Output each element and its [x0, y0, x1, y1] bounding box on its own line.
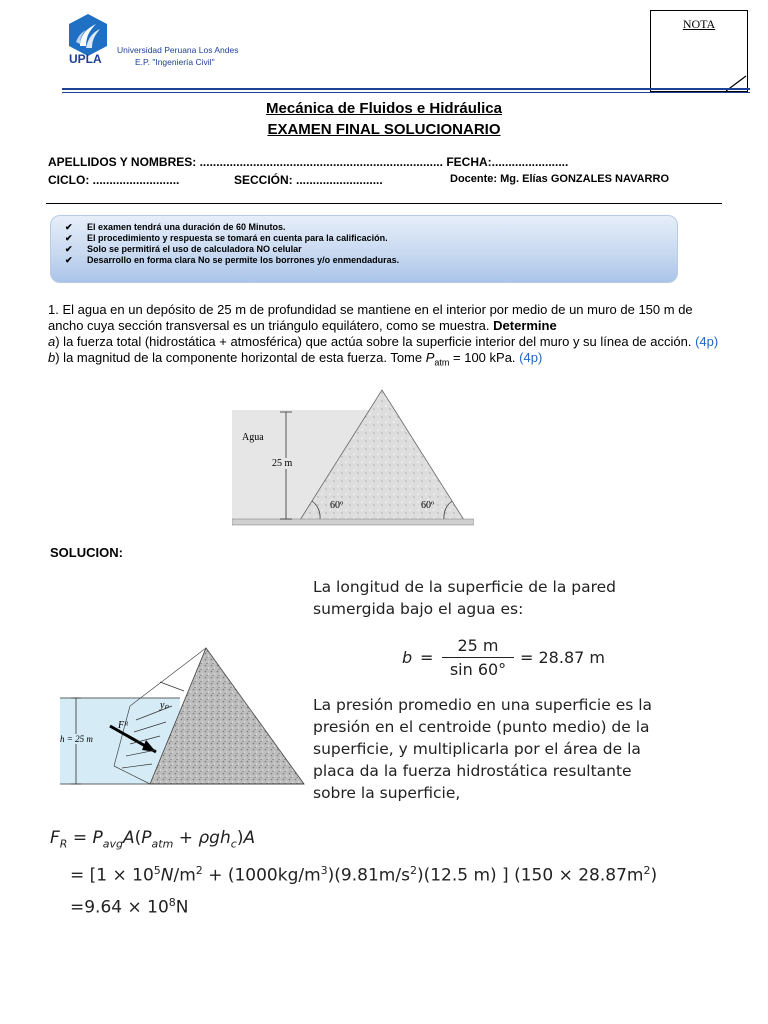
- date-label: FECHA:: [446, 155, 492, 169]
- instruction-text: El procedimiento y respuesta se tomará en cuenta para la calificación.: [87, 233, 388, 243]
- patm-symbol: P: [425, 350, 435, 365]
- instruction-item: [65, 222, 677, 233]
- fraction-denominator: sin 60°: [449, 660, 507, 679]
- part-a-letter: a: [48, 334, 56, 349]
- checkmark-icon: ✔: [65, 255, 73, 265]
- instruction-item: [65, 244, 677, 255]
- course-title: Mecánica de Fluidos e Hidráulica: [266, 100, 502, 117]
- angle-left-label: 60º: [330, 500, 344, 511]
- names-label: APELLIDOS Y NOMBRES:: [48, 155, 197, 169]
- checkmark-icon: ✔: [65, 244, 73, 254]
- logo-abbreviation: UPLA: [69, 52, 102, 66]
- question-part-b: [48, 350, 728, 371]
- section-label: SECCIÓN:: [234, 173, 293, 187]
- part-a-text: ) la fuerza total (hidrostática + atmosférica) que actúa sobre la superficie interior del muro y su línea de acción.: [55, 334, 692, 349]
- university-name: Universidad Peruana Los Andes: [117, 45, 239, 55]
- cycle-field: [48, 173, 179, 187]
- solution-paragraph-2-line-5: sobre la superficie,: [313, 784, 461, 802]
- checkmark-icon: ✔: [65, 233, 73, 243]
- solution-paragraph-2: [313, 694, 683, 804]
- header-divider: [62, 88, 750, 90]
- length-equation: [400, 636, 660, 680]
- part-b-text-2: = 100 kPa.: [449, 350, 516, 365]
- problem-figure: [232, 388, 474, 528]
- question-intro-text: 1. El agua en un depósito de 25 m de profundidad se mantiene en el interior por medio de un muro de 150 m de ancho cuya sección transversal es un triángulo equilátero, como se muestra.: [48, 302, 693, 333]
- exam-title: EXAMEN FINAL SOLUCIONARIO: [267, 121, 501, 138]
- solution-paragraph-1-line-1: La longitud de la superficie de la pared: [313, 578, 616, 596]
- section-field: [234, 173, 383, 187]
- force-figure: [60, 646, 308, 786]
- instruction-text: Desarrollo en forma clara No se permite los borrones y/o enmendaduras.: [87, 255, 400, 265]
- cycle-blank: ..........................: [92, 173, 180, 187]
- fr-label: Fᴿ: [118, 720, 129, 731]
- solution-paragraph-1-line-2: sumergida bajo el agua es:: [313, 600, 524, 618]
- teacher-label: Docente: Mg. Elías GONZALES NAVARRO: [450, 173, 670, 185]
- formula-line-1: $F_R = P_{avg}A(P_{atm} + \rho gh_c)A$: [50, 828, 256, 851]
- water-label: Agua: [242, 432, 264, 443]
- solution-paragraph-2-line-1: La presión promedio en una superficie es la: [313, 696, 653, 714]
- cycle-label: CICLO:: [48, 173, 90, 187]
- length-result: = 28.87 m: [520, 648, 605, 667]
- school-name: E.P. "Ingeniería Civil": [135, 57, 215, 67]
- header-divider-2: [62, 92, 750, 93]
- checkmark-icon: ✔: [65, 222, 73, 232]
- b-variable: b: [402, 648, 413, 667]
- formula-line-3: $=9.64 \times 10^8N$: [70, 891, 657, 920]
- depth-label-2: h = 25 m: [60, 734, 93, 744]
- formula-line-2-data: [70, 856, 71, 857]
- solution-paragraph-1: [313, 576, 683, 620]
- instruction-text: El examen tendrá una duración de 60 Minutos.: [87, 222, 286, 232]
- section-blank: ..........................: [296, 173, 383, 187]
- solution-heading: SOLUCION:: [50, 545, 123, 560]
- determine-keyword: Determine: [493, 318, 557, 333]
- instruction-item: [65, 255, 677, 266]
- part-b-points: (4p): [519, 350, 543, 365]
- instructions-list: [51, 216, 677, 266]
- part-b-letter: b: [48, 350, 56, 365]
- dam-diagram: [232, 388, 474, 528]
- question-intro: [48, 302, 728, 334]
- fraction-bar: [442, 657, 514, 658]
- question-part-a: [48, 334, 728, 350]
- part-a-points: (4p): [695, 334, 719, 349]
- force-diagram: [60, 646, 308, 786]
- depth-label: 25 m: [272, 458, 293, 469]
- instruction-text: Solo se permitirá el uso de calculadora NO celular: [87, 244, 302, 254]
- formula-line-2: = [$1 \times 10^5N/m^2 + (1000kg/m^3)(9.81m/s^2)(12.5$ m) ] $(150 \times 28.87m^2)$: [70, 856, 657, 891]
- question-1: [48, 302, 728, 371]
- force-formula: [50, 826, 657, 920]
- part-b-text: ) la magnitud de la componente horizontal de esta fuerza. Tome: [55, 350, 426, 365]
- solution-paragraph-2-line-3: superficie, y multiplicarla por el área de la: [313, 740, 641, 758]
- formula-line-1-data: [50, 826, 51, 827]
- fraction-numerator: 25 m: [457, 636, 499, 655]
- instruction-item: [65, 233, 677, 244]
- patm-subscript: atm: [434, 357, 450, 368]
- yp-label: yₚ: [160, 700, 169, 711]
- names-blank: .........................................................................: [199, 155, 443, 169]
- solution-paragraph-2-line-2: presión en el centroide (punto medio) de la: [313, 718, 650, 736]
- equals-sign: =: [420, 648, 434, 667]
- grade-box-label: NOTA: [682, 17, 716, 31]
- ground: [232, 519, 474, 525]
- form-divider: [46, 203, 722, 204]
- date-blank: .......................: [491, 155, 569, 169]
- angle-right-label: 60º: [421, 500, 435, 511]
- solution-paragraph-2-line-4: placa da la fuerza hidrostática resultante: [313, 762, 632, 780]
- formula-line-3-data: [70, 891, 71, 892]
- names-field: [48, 155, 568, 169]
- instructions-panel: [50, 215, 678, 283]
